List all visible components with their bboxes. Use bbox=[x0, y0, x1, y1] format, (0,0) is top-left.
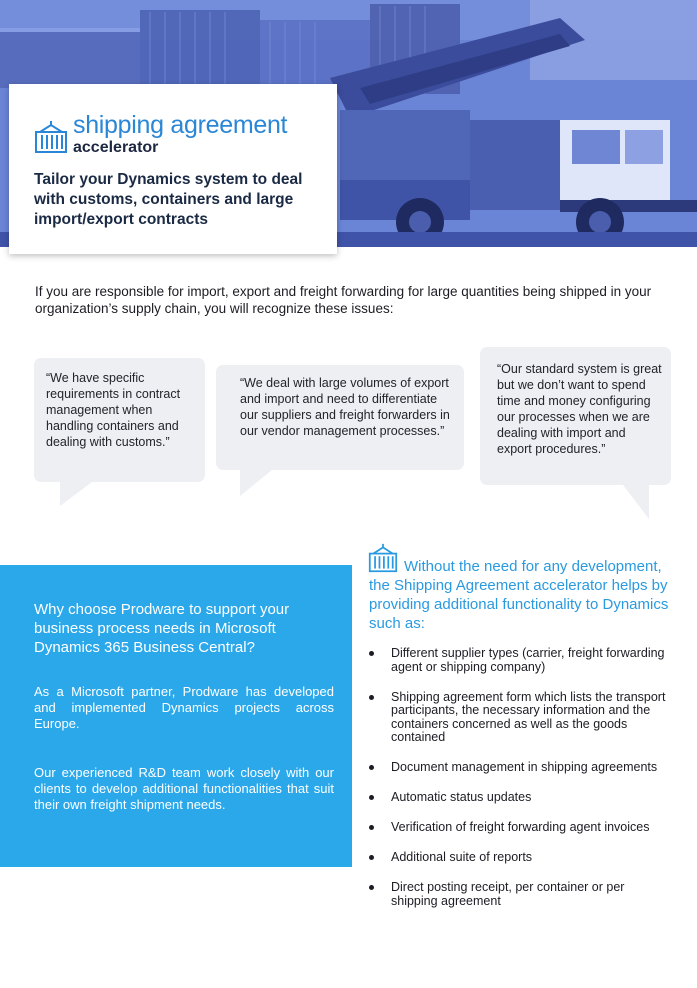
features-lead-text: Without the need for any development, the Shipping Agreement accelerator helps by providing additional functionality to Dynamics such as: bbox=[369, 558, 669, 632]
feature-list bbox=[366, 647, 671, 925]
list-item bbox=[366, 761, 671, 775]
shipping-container-icon bbox=[34, 120, 68, 154]
partner-paragraph: As a Microsoft partner, Prodware has developed and implemented Dynamics projects across Europe. bbox=[34, 684, 334, 731]
feature-text: Different supplier types (carrier, freight forwarding agent or shipping company) bbox=[391, 646, 665, 674]
bullet-icon bbox=[369, 795, 374, 800]
quote-bubble bbox=[480, 347, 671, 485]
why-prodware-panel bbox=[0, 565, 352, 867]
quote-bubble bbox=[34, 358, 205, 482]
tagline: Tailor your Dynamics system to deal with customs, containers and large import/export contracts bbox=[34, 171, 303, 228]
brand-name: shipping agreement bbox=[73, 111, 288, 139]
bullet-icon bbox=[369, 695, 374, 700]
rnd-paragraph: Our experienced R&D team work closely with our clients to develop additional functionalities that suit their own freight shipment needs. bbox=[34, 765, 334, 812]
list-item bbox=[366, 821, 671, 835]
feature-text: Direct posting receipt, per container or per shipping agreement bbox=[391, 880, 625, 908]
bullet-icon bbox=[369, 855, 374, 860]
list-item bbox=[366, 647, 671, 674]
feature-text: Shipping agreement form which lists the transport participants, the necessary information and the containers concerned as well as the goods contained bbox=[391, 689, 666, 744]
bullet-icon bbox=[369, 885, 374, 890]
brand-subtitle: accelerator bbox=[73, 139, 159, 156]
bullet-icon bbox=[369, 765, 374, 770]
speech-tail bbox=[623, 485, 649, 519]
bullet-icon bbox=[369, 825, 374, 830]
list-item bbox=[366, 791, 671, 805]
quote-text: “Our standard system is great but we don’t want to spend time and money configuring our processes when we are dealing with import and export procedures.” bbox=[497, 362, 662, 456]
list-item bbox=[366, 691, 671, 745]
why-heading: Why choose Prodware to support your business process needs in Microsoft Dynamics 365 Business Central? bbox=[34, 601, 290, 656]
quote-bubble bbox=[216, 365, 464, 470]
speech-tail bbox=[240, 470, 272, 496]
speech-tail bbox=[60, 482, 92, 506]
list-item bbox=[366, 881, 671, 908]
feature-text: Verification of freight forwarding agent invoices bbox=[391, 820, 650, 834]
quote-text: “We have specific requirements in contract management when handling containers and dealing with customs.” bbox=[46, 371, 181, 449]
intro-paragraph: If you are responsible for import, export and freight forwarding for large quantities being shipped in your organization’s supply chain, you will recognize these issues: bbox=[35, 284, 652, 316]
features-lead bbox=[369, 557, 679, 633]
feature-text: Additional suite of reports bbox=[391, 850, 533, 864]
list-item bbox=[366, 851, 671, 865]
feature-text: Document management in shipping agreements bbox=[391, 760, 658, 774]
title-card bbox=[9, 84, 337, 254]
quote-text: “We deal with large volumes of export and import and need to differentiate our suppliers and freight forwarders in our vendor management processes.” bbox=[240, 376, 450, 438]
feature-text: Automatic status updates bbox=[391, 790, 532, 804]
bullet-icon bbox=[369, 651, 374, 656]
